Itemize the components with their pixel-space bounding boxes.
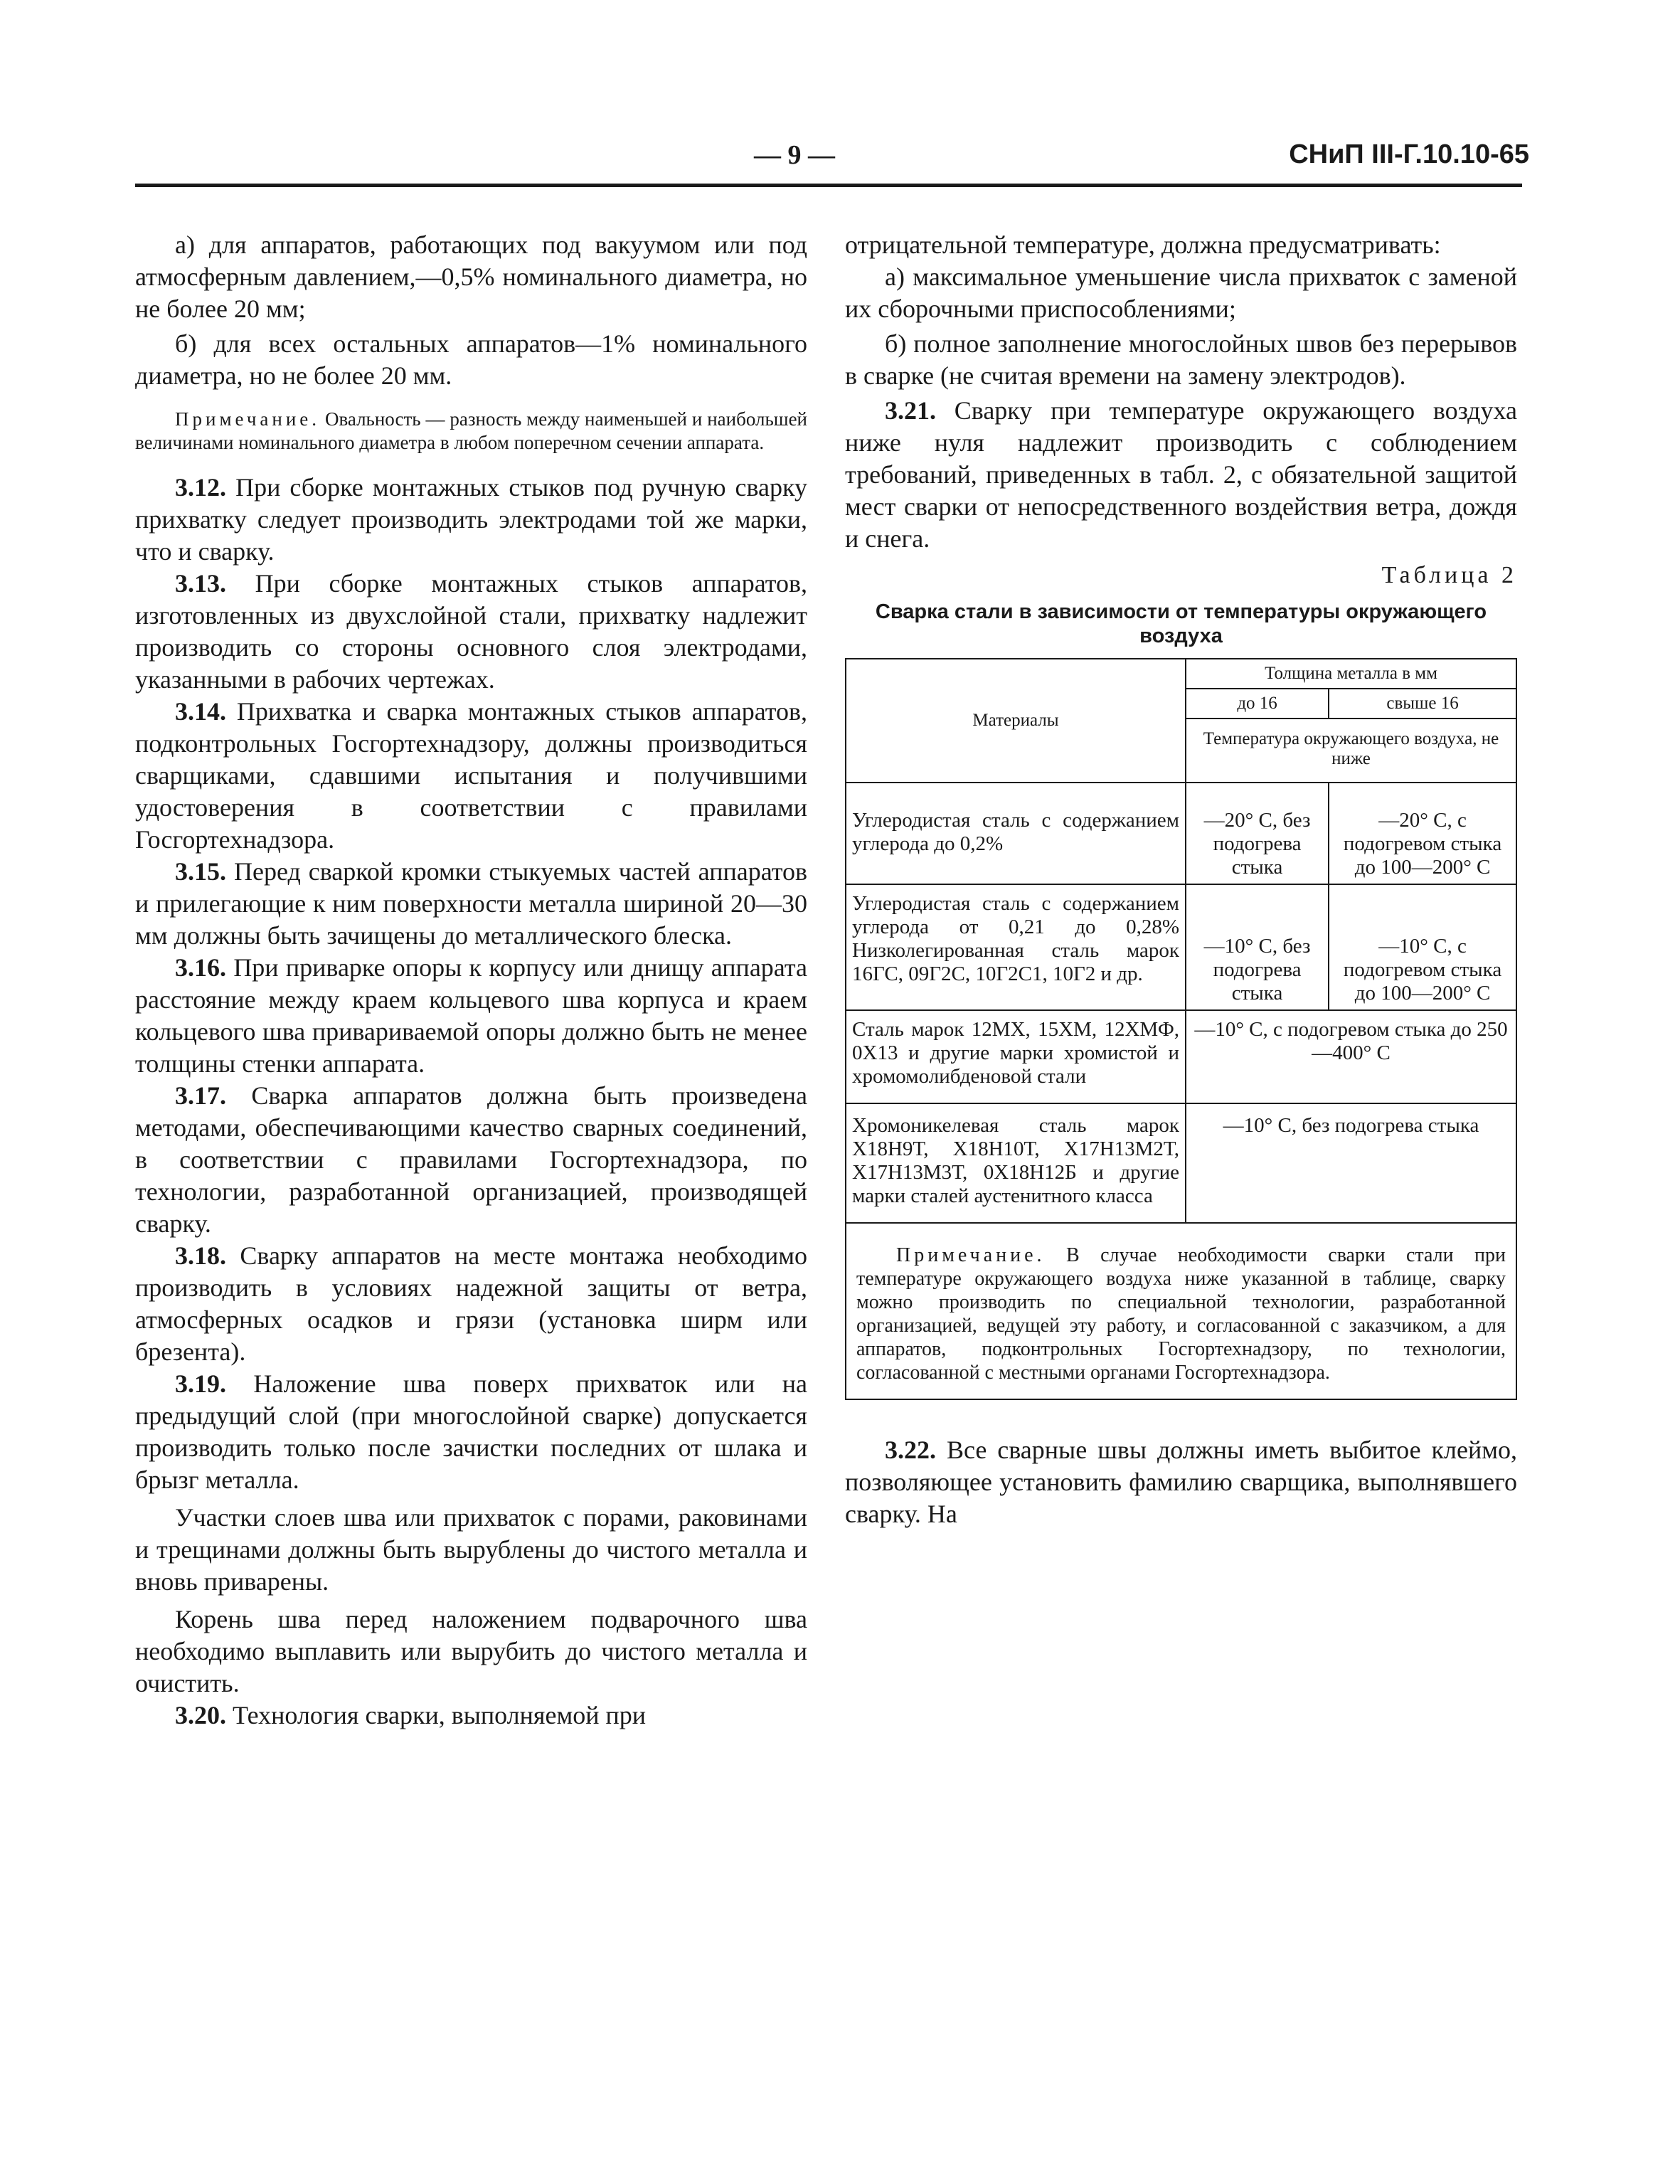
page-header <box>135 139 1529 182</box>
clause-number: 3.21. <box>885 396 936 425</box>
continued-text: отрицательной температуре, должна предусматривать: <box>845 230 1441 259</box>
note-text: Овальность — разность между наименьшей и наибольшей величинами номинального диаметра в любом поперечном сечении аппарата. <box>135 408 807 453</box>
clause-text: Сварку при температуре окружающего воздуха ниже нуля надлежит производить с соблюдением требований, приведенных в табл. 2, с обязательной защитой мест сварки от непосредственного воздействия ветра, дождя и снега. <box>845 396 1518 553</box>
clause-3-12 <box>135 472 807 568</box>
value-cell-merged: —10° С, с подогревом стыка до 250—400° С <box>1186 1010 1516 1103</box>
clause-3-20 <box>135 1700 807 1732</box>
value-cell-merged: —10° С, без подогрева стыка <box>1186 1103 1516 1223</box>
clause-text: При приварке опоры к корпусу или днищу аппарата расстояние между краем кольцевого шва корпуса и краем кольцевого шва привариваемой опоры должно быть не менее толщины стенки аппарата. <box>135 953 807 1078</box>
document-code: СНиП III-Г.10.10-65 <box>1289 139 1529 169</box>
page-number: — 9 — <box>754 140 835 170</box>
clause-text: При сборке монтажных стыков аппаратов, изготовленных из двухслойной стали, прихватку надлежит производить со стороны основного слоя электродами, указанными в рабочих чертежах. <box>135 569 808 694</box>
material-cell: Углеродистая сталь с содержанием углерода от 0,21 до 0,28% Низколегированная сталь марок 16ГС, 09Г2С, 10Г2С1, 10Г2 и др. <box>846 884 1186 1010</box>
clause-3-17 <box>135 1080 807 1240</box>
table-row <box>846 884 1516 1010</box>
clause-text: Сварка аппаратов должна быть произведена методами, обеспечивающими качество сварных соединений, в соответствии с правилами Госгортехнадзора, по технологии, разработанной организацией, производящей сварку. <box>135 1081 807 1238</box>
clause-number: 3.14. <box>175 697 226 726</box>
list-item-b: б) для всех остальных аппаратов—1% номинального диаметра, но не более 20 мм. <box>135 329 807 390</box>
clause-number: 3.15. <box>175 857 226 886</box>
clause-3-19 <box>135 1368 807 1496</box>
table-note-text: В случае необходимости сварки стали при температуре окружающего воздуха ниже указанной в таблице, сварку можно производить по специальной технологии, разработанной организацией, ведущей эту работу, и согласованной с заказчиком, а для аппаратов, подконтрольных Госгортехнадзору, по технологии, согласованной с местными органами Госгортехнадзора. <box>856 1244 1506 1384</box>
clause-text: Прихватка и сварка монтажных стыков аппаратов, подконтрольных Госгортехнадзору, должны производиться сварщиками, сдавшими испытания и получившими удостоверения в соответствии с правилами Госгортехнадзора. <box>135 697 807 854</box>
note-label: Примечание. <box>175 408 321 430</box>
table-row <box>846 1010 1516 1103</box>
clause-text: Технология сварки, выполняемой при <box>233 1701 647 1729</box>
note <box>135 408 807 455</box>
value-cell-upto16: —10° С, без подогрева стыка <box>1186 884 1329 1010</box>
clause-number: 3.17. <box>175 1081 226 1110</box>
clause-3-21 <box>845 395 1517 555</box>
table-caption: Таблица 2 <box>1381 562 1517 588</box>
list-item-a: а) для аппаратов, работающих под вакуумом или под атмосферным давлением,—0,5% номинального диаметра, но не более 20 мм; <box>135 230 807 323</box>
clause-3-18 <box>135 1240 807 1368</box>
table-note-label: Примечание. <box>896 1244 1046 1266</box>
list-item-a: а) максимальное уменьшение числа прихваток с заменой их сборочными приспособлениями; <box>845 263 1517 323</box>
clause-3-16 <box>135 952 807 1080</box>
clause-text: Наложение шва поверх прихваток или на предыдущий слой (при многослойной сварке) допускается производить только после зачистки последних от шлака и брызг металла. <box>135 1369 808 1494</box>
clause-text: Перед сваркой кромки стыкуемых частей аппаратов и прилегающие к ним поверхности металла шириной 20—30 мм должны быть зачищены до металлического блеска. <box>135 857 808 950</box>
welding-temperature-table <box>845 658 1517 1224</box>
clause-text: Сварку аппаратов на месте монтажа необходимо производить в условиях надежной защиты от ветра, атмосферных осадков и грязи (установка ширм или брезента). <box>135 1241 808 1366</box>
clause-number: 3.20. <box>175 1701 226 1729</box>
paragraph-pores: Участки слоев шва или прихваток с порами, раковинами и трещинами должны быть вырублены до чистого металла и вновь приварены. <box>135 1503 807 1596</box>
column-header-temperature: Температура окружающего воздуха, не ниже <box>1186 719 1516 783</box>
clause-number: 3.16. <box>175 953 226 982</box>
table-title: Сварка стали в зависимости от температуры окружающего воздуха <box>875 600 1487 647</box>
clause-number: 3.13. <box>175 569 226 598</box>
clause-number: 3.18. <box>175 1241 226 1270</box>
list-item-b: б) полное заполнение многослойных швов без перерывов в сварке (не считая времени на замену электродов). <box>845 329 1517 390</box>
value-cell-over16: —10° С, с подогревом стыка до 100—200° С <box>1329 884 1516 1010</box>
clause-3-22 <box>845 1434 1517 1530</box>
table-note <box>845 1224 1517 1400</box>
material-cell: Сталь марок 12МХ, 15ХМ, 12ХМФ, 0Х13 и другие марки хромистой и хромомолибденовой стали <box>846 1010 1186 1103</box>
clause-text: Все сварные швы должны иметь выбитое клеймо, позволяющее установить фамилию сварщика, выполнявшего сварку. На <box>845 1436 1517 1528</box>
paragraph-root: Корень шва перед наложением подварочного шва необходимо выплавить или вырубить до чистого металла и очистить. <box>135 1605 807 1697</box>
header-rule <box>135 184 1522 187</box>
table-row <box>846 1103 1516 1223</box>
left-column <box>135 229 807 1732</box>
clause-3-14 <box>135 696 807 856</box>
clause-number: 3.12. <box>175 473 226 502</box>
material-cell: Хромоникелевая сталь марок Х18Н9Т, Х18Н10Т, Х17Н13М2Т, Х17Н13М3Т, 0Х18Н12Б и другие марки сталей аустенитного класса <box>846 1103 1186 1223</box>
clause-text: При сборке монтажных стыков под ручную сварку прихватку следует производить электродами той же марки, что и сварку. <box>135 473 807 566</box>
clause-3-15 <box>135 856 807 952</box>
column-header-thickness: Толщина металла в мм <box>1186 659 1516 689</box>
column-header-over16: свыше 16 <box>1329 689 1516 719</box>
clause-number: 3.19. <box>175 1369 226 1398</box>
table-row <box>846 783 1516 884</box>
right-column <box>845 229 1517 1530</box>
clause-number: 3.22. <box>885 1436 936 1464</box>
column-header-materials: Материалы <box>846 659 1186 783</box>
column-header-upto16: до 16 <box>1186 689 1329 719</box>
material-cell: Углеродистая сталь с содержанием углерода до 0,2% <box>846 783 1186 884</box>
clause-3-13 <box>135 568 807 696</box>
value-cell-upto16: —20° С, без подогрева стыка <box>1186 783 1329 884</box>
value-cell-over16: —20° С, с подогревом стыка до 100—200° С <box>1329 783 1516 884</box>
